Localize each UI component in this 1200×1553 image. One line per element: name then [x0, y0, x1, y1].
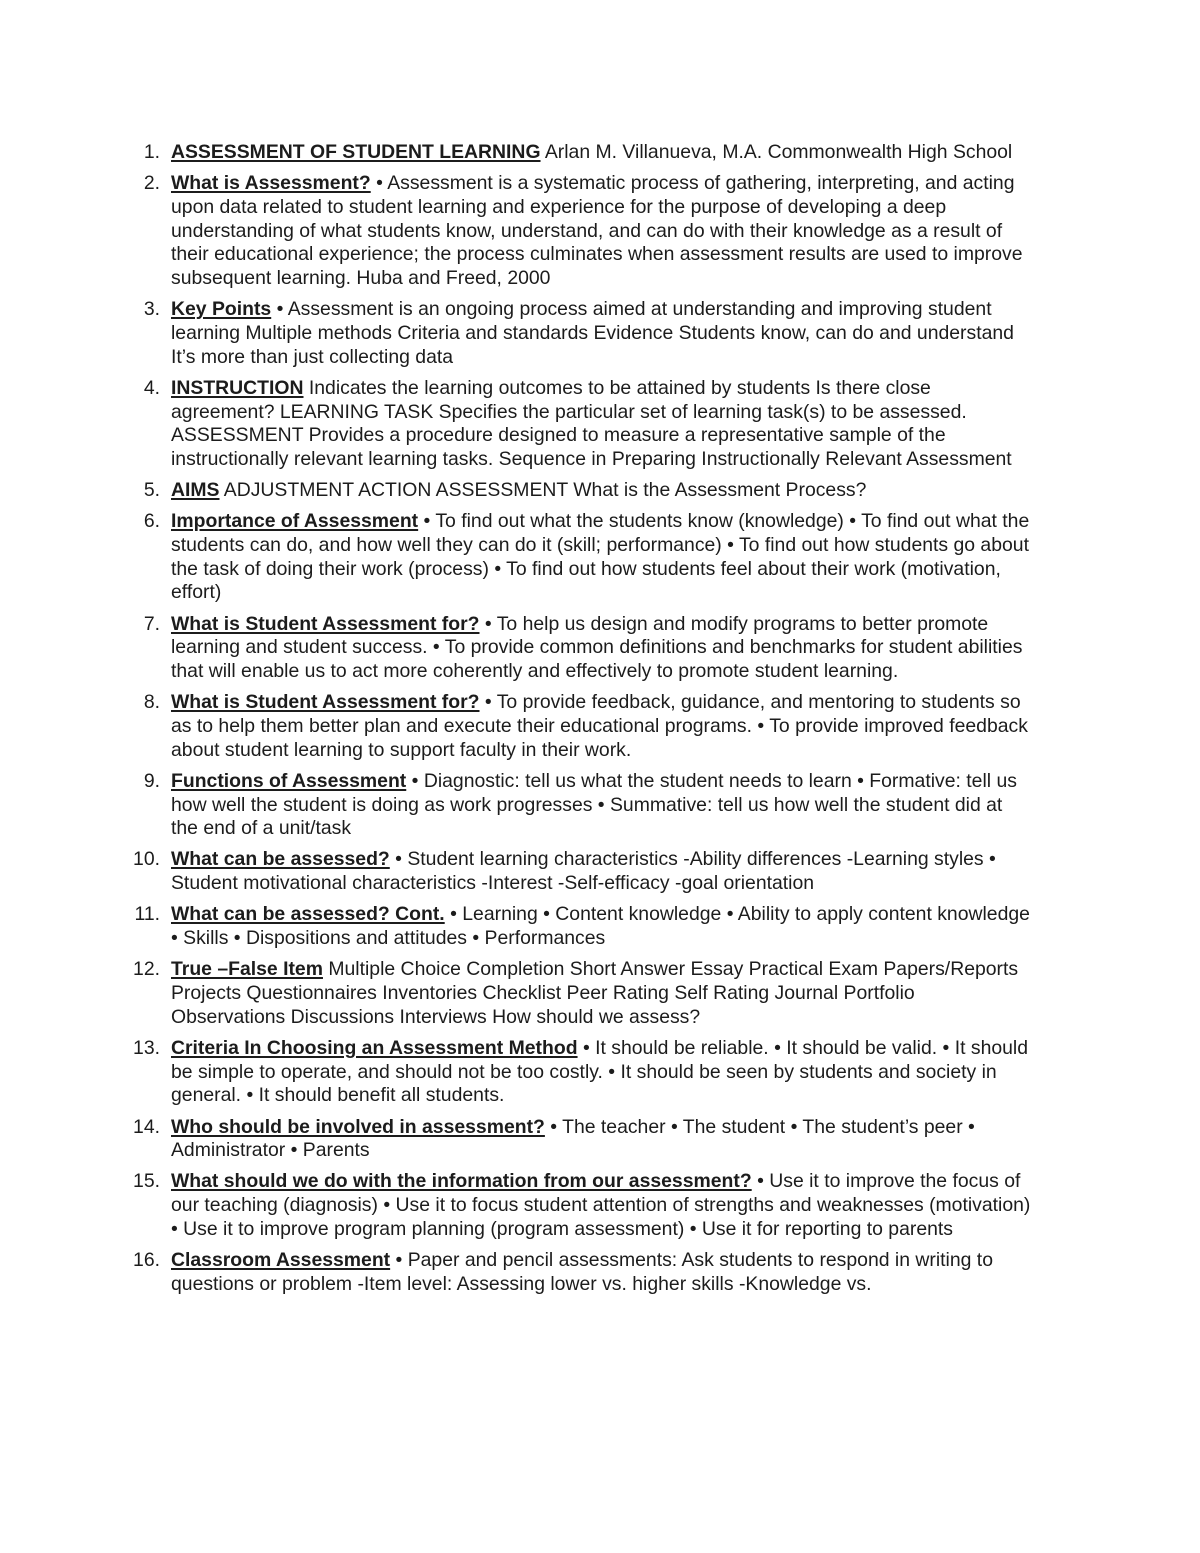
item-heading: Importance of Assessment: [171, 510, 419, 533]
item-number: 8.: [143, 691, 160, 714]
item-heading: What is Student Assessment for?: [171, 612, 480, 635]
list-item: [130, 848, 1032, 895]
list-item: [130, 691, 1032, 762]
item-text: • To provide feedback, guidance, and mentoring to students so as to help them better plan and execute their educational programs. • To provide improved feedback about student learning to support faculty in their work.: [171, 691, 1028, 761]
item-text: • The teacher • The student • The student’s peer • Administrator • Parents: [171, 1115, 975, 1162]
list-item: [130, 1116, 1032, 1163]
item-text: • Use it to improve the focus of our teaching (diagnosis) • Use it to focus student attention of strengths and weaknesses (motivation) • Use it to improve program planning (program assessment) • Use it for reporting to parents: [171, 1170, 1031, 1240]
item-heading: What can be assessed?: [171, 848, 390, 871]
item-heading: What is Student Assessment for?: [171, 691, 480, 714]
item-heading: Key Points: [171, 298, 272, 321]
item-heading: What should we do with the information from our assessment?: [171, 1170, 752, 1193]
item-heading: Functions of Assessment: [171, 769, 407, 792]
item-number: 3.: [143, 298, 160, 321]
item-text: Multiple Choice Completion Short Answer Essay Practical Exam Papers/Reports Projects Questionnaires Inventories Checklist Peer Rating Self Rating Journal Portfolio Observations Discussions Interviews How should we assess?: [171, 958, 1019, 1028]
item-heading: Criteria In Choosing an Assessment Method: [171, 1036, 578, 1059]
item-text: • It should be reliable. • It should be valid. • It should be simple to operate, and should not be too costly. • It should be seen by students and society in general. • It should benefit all students.: [171, 1036, 1029, 1107]
item-number: 16.: [133, 1249, 160, 1272]
item-number: 11.: [134, 903, 160, 926]
item-number: 1.: [143, 141, 160, 163]
list-item: [130, 770, 1032, 841]
list-item: [130, 510, 1032, 605]
item-number: 4.: [143, 376, 160, 399]
item-number: 2.: [143, 172, 160, 195]
list-item: [130, 377, 1032, 472]
item-heading: True –False Item: [171, 958, 323, 981]
item-text: • Assessment is an ongoing process aimed at understanding and improving student learning Multiple methods Criteria and standards Evidence Students know, can do and understand It’s more than just collecting data: [171, 298, 1014, 368]
item-heading: INSTRUCTION: [171, 376, 304, 399]
item-text: • Paper and pencil assessments: Ask students to respond in writing to questions or problem -Item level: Assessing lower vs. higher skills -Knowledge vs.: [171, 1249, 993, 1295]
list-item: [130, 1037, 1032, 1108]
item-text: • Assessment is a systematic process of gathering, interpreting, and acting upon data related to student learning and experience for the purpose of developing a deep understanding of what students know, understand, and can do with their knowledge as a result of their educational experience; the process culminates when assessment results are used to improve subsequent learning. Huba and Freed, 2000: [171, 172, 1023, 290]
list-item: [130, 141, 1032, 165]
list-item: [130, 1249, 1032, 1296]
list-item: [130, 298, 1032, 369]
list-item: [130, 903, 1032, 950]
item-number: 12.: [133, 958, 160, 981]
item-heading: ASSESSMENT OF STUDENT LEARNING: [171, 141, 541, 163]
list-item: [130, 613, 1032, 684]
item-text: • Learning • Content knowledge • Ability to apply content knowledge • Skills • Dispositions and attitudes • Performances: [171, 903, 1030, 950]
item-text: • To help us design and modify programs to better promote learning and student success. • To provide common definitions and benchmarks for student abilities that will enable us to act more coherently and effectively to promote student learning.: [171, 612, 1023, 683]
list-item: [130, 958, 1032, 1029]
item-number: 10.: [133, 848, 160, 871]
item-text: • Student learning characteristics -Ability differences -Learning styles • Student motivational characteristics -Interest -Self-efficacy -goal orientation: [171, 848, 996, 895]
item-number: 9.: [143, 769, 160, 792]
item-text: • Diagnostic: tell us what the student needs to learn • Formative: tell us how well the student is doing as work progresses • Summative: tell us how well the student did at the end of a unit/task: [171, 769, 1017, 840]
item-number: 6.: [143, 510, 160, 533]
item-heading: Classroom Assessment: [171, 1249, 391, 1272]
item-text: Indicates the learning outcomes to be attained by students Is there close agreement? LEARNING TASK Specifies the particular set of learning task(s) to be assessed. ASSESSMENT Provides a procedure designed to measure a representative sample of the instructionally relevant learning tasks. Sequence in Preparing Instructionally Relevant Assessment: [171, 376, 1012, 470]
item-number: 7.: [143, 612, 160, 635]
item-heading: AIMS: [171, 479, 220, 502]
item-text: Arlan M. Villanueva, M.A. Commonwealth High School: [540, 141, 1013, 163]
item-heading: What can be assessed? Cont.: [171, 903, 445, 926]
item-number: 14.: [133, 1115, 160, 1138]
item-text: • To find out what the students know (knowledge) • To find out what the students can do, and how well they can do it (skill; performance) • To find out how students go about the task of doing their work (process) • To find out how students feel about their work (motivation, effort): [171, 510, 1030, 604]
item-heading: Who should be involved in assessment?: [171, 1115, 545, 1138]
item-number: 15.: [133, 1170, 160, 1193]
list-item: [130, 172, 1032, 291]
list-item: [130, 1170, 1032, 1241]
list-item: [130, 479, 1032, 503]
item-heading: What is Assessment?: [171, 172, 371, 195]
item-number: 13.: [133, 1036, 160, 1059]
numbered-list: [130, 141, 1032, 1304]
item-number: 5.: [143, 479, 160, 502]
item-text: ADJUSTMENT ACTION ASSESSMENT What is the Assessment Process?: [219, 479, 867, 502]
